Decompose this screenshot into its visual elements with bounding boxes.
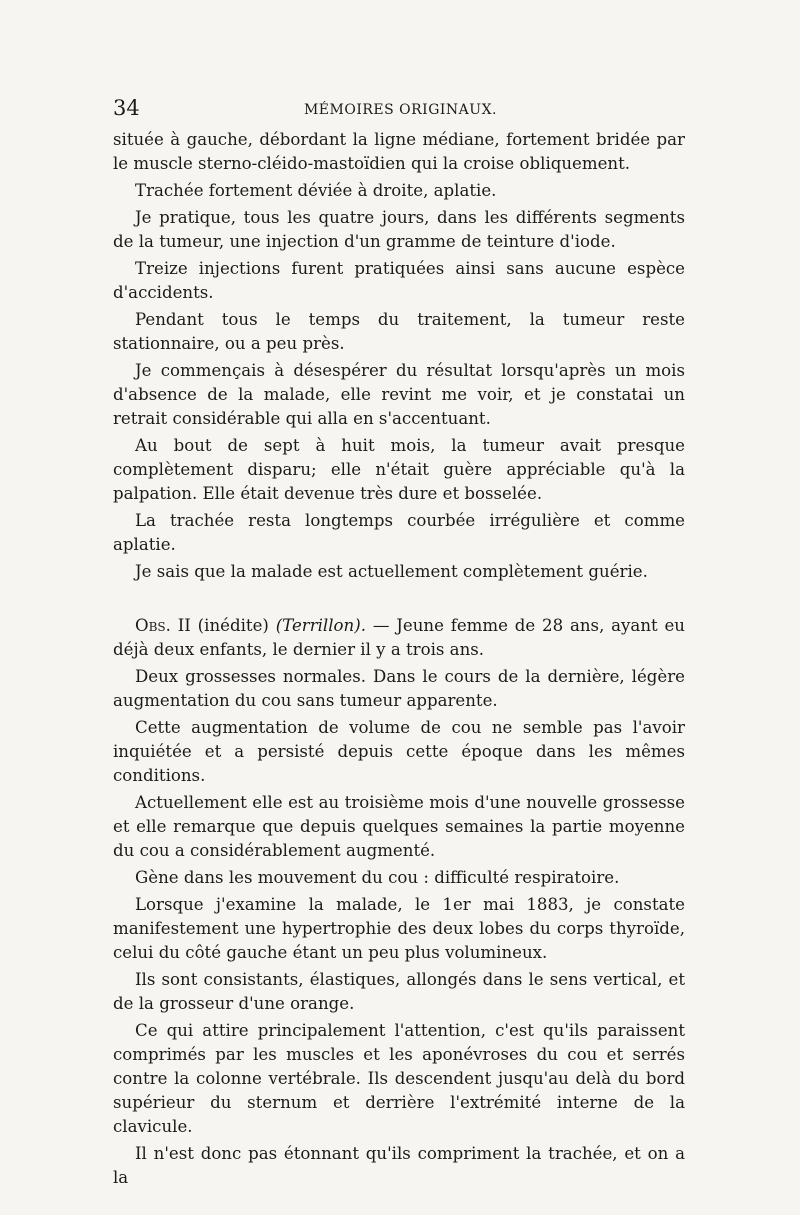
observation-number: II (inédite) <box>177 616 269 635</box>
paragraph: Ce qui attire principalement l'attention, c'est qu'ils paraissent comprimés par les muscles et les aponévroses du cou et serrés contre la colonne vertébrale. Ils descendent jusqu'au delà du bord supérieur du sternum et derrière l'extrémité interne de la clavicule. <box>113 1021 685 1136</box>
paragraph: Cette augmentation de volume de cou ne semble pas l'avoir inquiétée et a persisté depuis cette époque dans les mêmes conditions. <box>113 718 685 785</box>
paragraph: Lorsque j'examine la malade, le 1er mai 1883, je constate manifestement une hypertrophie des deux lobes du corps thyroïde, celui du côté gauche étant un peu plus volumineux. <box>113 895 685 962</box>
paragraph: située à gauche, débordant la ligne médiane, fortement bridée par le muscle sterno-cléido-mastoïdien qui la croise obliquement. <box>113 130 685 173</box>
paragraph: Je sais que la malade est actuellement complètement guérie. <box>135 562 648 581</box>
page-header <box>113 96 688 124</box>
paragraph: Trachée fortement déviée à droite, aplatie. <box>135 181 497 200</box>
running-title: MÉMOIRES ORIGINAUX. <box>303 102 498 118</box>
paragraph: Je pratique, tous les quatre jours, dans les différents segments de la tumeur, une injection d'un gramme de teinture d'iode. <box>113 208 685 251</box>
paragraph: Gène dans les mouvement du cou : difficulté respiratoire. <box>135 868 620 887</box>
paragraph: La trachée resta longtemps courbée irrégulière et comme aplatie. <box>113 511 685 554</box>
observation-text: — Jeune femme de 28 ans, ayant eu déjà deux enfants, le dernier il y a trois ans. <box>113 616 685 659</box>
paragraph: Actuellement elle est au troisième mois d'une nouvelle grossesse et elle remarque que depuis quelques semaines la partie moyenne du cou a considérablement augmenté. <box>113 793 685 860</box>
observation-author: (Terrillon). <box>275 616 366 635</box>
page-number: 34 <box>113 96 140 120</box>
paragraph: Il n'est donc pas étonnant qu'ils compriment la trachée, et on a la <box>113 1144 685 1187</box>
paragraph: Pendant tous le temps du traitement, la tumeur reste stationnaire, ou a peu près. <box>113 310 685 353</box>
paragraph: Au bout de sept à huit mois, la tumeur avait presque complètement disparu; elle n'était guère appréciable qu'à la palpation. Elle était devenue très dure et bosselée. <box>113 436 685 503</box>
paragraph: Treize injections furent pratiquées ainsi sans aucune espèce d'accidents. <box>113 259 685 302</box>
paragraph: Ils sont consistants, élastiques, allongés dans le sens vertical, et de la grosseur d'une orange. <box>113 970 685 1013</box>
body-text <box>113 128 685 1190</box>
paragraph: Je commençais à désespérer du résultat lorsqu'après un mois d'absence de la malade, elle revint me voir, et je constatai un retrait considérable qui alla en s'accentuant. <box>113 361 685 428</box>
observation-heading <box>113 614 685 662</box>
paragraph: Deux grossesses normales. Dans le cours de la dernière, légère augmentation du cou sans tumeur apparente. <box>113 667 685 710</box>
observation-label: Obs. <box>135 616 171 635</box>
